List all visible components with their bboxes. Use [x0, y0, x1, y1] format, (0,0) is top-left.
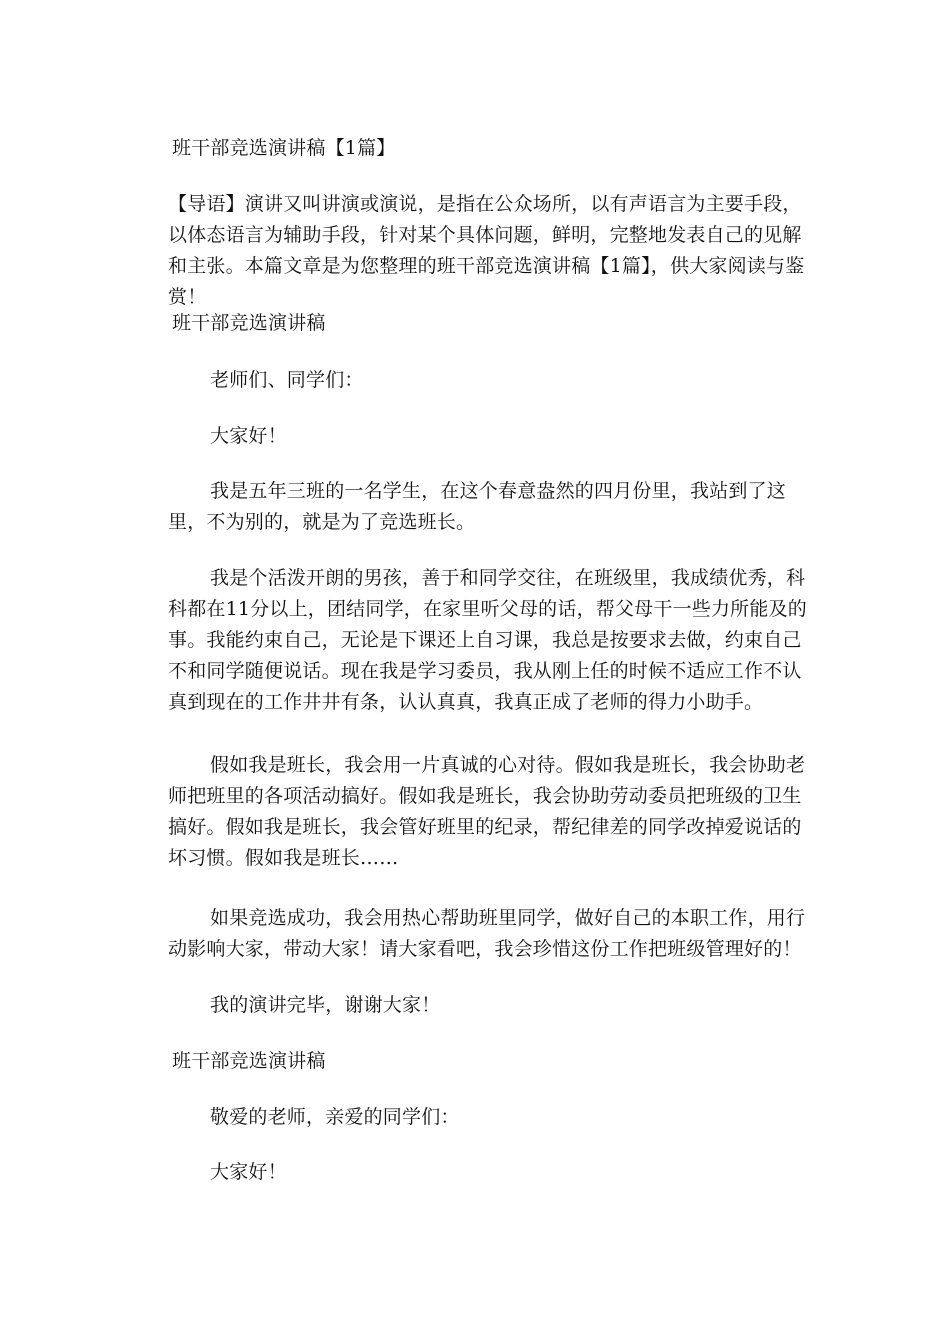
document-title: 班干部竞选演讲稿【1篇】 — [172, 137, 396, 159]
section1-paragraph-4: 如果竞选成功，我会用热心帮助班里同学，做好自己的本职工作，用行动影响大家，带动大家！请大家看吧，我会珍惜这份工作把班级管理好的！ — [168, 907, 806, 960]
section1-closing: 我的演讲完毕，谢谢大家！ — [210, 994, 441, 1016]
section2-heading: 班干部竞选演讲稿 — [172, 1050, 326, 1072]
intro-paragraph: 【导语】演讲又叫讲演或演说，是指在公众场所，以有声语言为主要手段，以体态语言为辅助手段，针对某个具体问题，鲜明，完整地发表自己的见解和主张。本篇文章是为您整理的班干部竞选演讲稿【1篇】，供大家阅读与鉴赏！ — [168, 193, 805, 308]
section1-heading: 班干部竞选演讲稿 — [172, 312, 326, 334]
section1-paragraph-1: 我是五年三班的一名学生，在这个春意盎然的四月份里，我站到了这里，不为别的，就是为了竞选班长。 — [168, 480, 787, 533]
section2-salutation: 敬爱的老师，亲爱的同学们： — [210, 1106, 460, 1128]
section1-salutation: 老师们、同学们： — [210, 369, 364, 391]
section1-paragraph-2: 我是个活泼开朗的男孩，善于和同学交往，在班级里，我成绩优秀，科科都在11分以上，团结同学，在家里听父母的话，帮父母干一些力所能及的事。我能约束自己，无论是下课还上自习课，我总是按要求去做，约束自己不和同学随便说话。现在我是学习委员，我从刚上任的时候不适应工作不认真到现在的工作井井有条，认认真真，我真正成了老师的得力小助手。 — [168, 567, 807, 713]
section1-greeting: 大家好！ — [210, 425, 287, 447]
section2-greeting: 大家好！ — [210, 1161, 287, 1183]
section1-paragraph-3: 假如我是班长，我会用一片真诚的心对待。假如我是班长，我会协助老师把班里的各项活动搞好。假如我是班长，我会协助劳动委员把班级的卫生搞好。假如我是班长，我会管好班里的纪录，帮纪律差的同学改掉爱说话的坏习惯。假如我是班长…… — [168, 754, 806, 869]
